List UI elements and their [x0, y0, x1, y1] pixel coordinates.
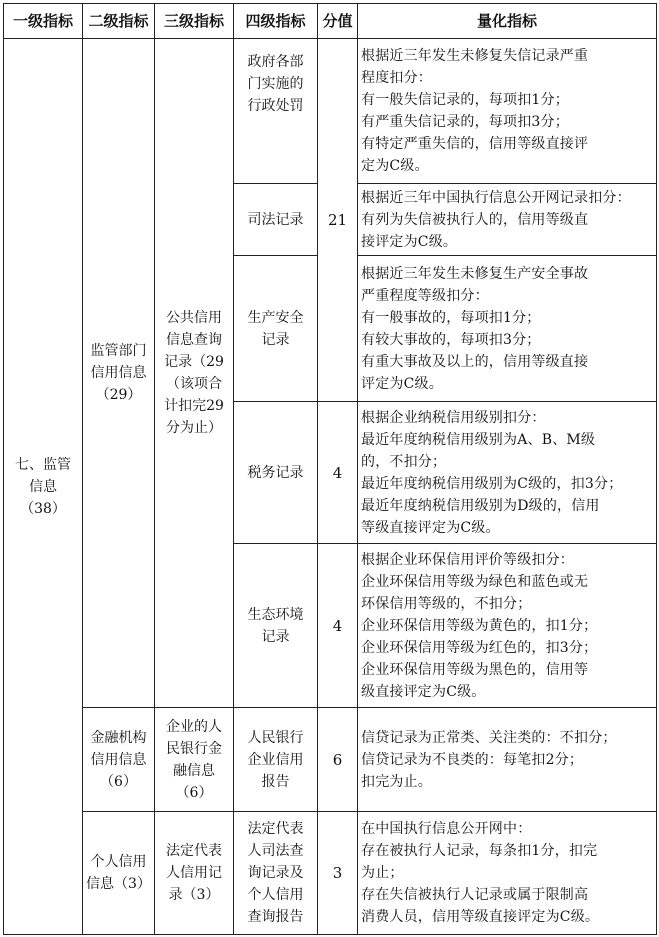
level2-financial: 金融机构 信用信息 （6） — [83, 708, 155, 812]
level1-cell: 七、监管 信息 （38） — [4, 39, 83, 935]
quantification-cell: 根据企业环保信用评价等级扣分： 企业环保信用等级为绿色和蓝色或无 环保信用等级的，不扣分； 企业环保信用等级为黄色的，扣1分； 企业环保信用等级为红色的，扣3分； 企业环保信用等级为黑色的，信用等 级直接评定为C级。 — [358, 544, 657, 708]
quantification-cell: 根据近三年发生未修复失信记录严重 程度扣分： 有一般失信记录的，每项扣1分； 有严重失信记录的，每项扣3分； 有特定严重失信的，信用等级直接评 定为C级。 — [358, 39, 657, 184]
header-level4: 四级指标 — [234, 4, 318, 39]
quantification-cell: 在中国执行信息公开网中： 存在被执行人记录，每条扣1分，扣完 为止； 存在失信被执行人记录或属于限制高 消费人员，信用等级直接评定为C级。 — [358, 812, 657, 935]
table-header-row — [4, 4, 657, 39]
header-score: 分值 — [318, 4, 358, 39]
level3-personal: 法定代表 人信用记 录（3） — [155, 812, 234, 935]
level4-cell: 税务记录 — [234, 402, 318, 544]
level3-financial: 企业的人 民银行金 融信息 （6） — [155, 708, 234, 812]
score-cell: 4 — [318, 544, 358, 708]
quantification-cell: 根据近三年发生未修复生产安全事故 严重程度等级扣分： 有一般事故的，每项扣1分； 有较大事故的，每项扣3分； 有重大事故及以上的，信用等级直接 评定为C级。 — [358, 256, 657, 402]
level2-regulatory: 监管部门 信用信息 （29） — [83, 39, 155, 708]
table-row — [4, 39, 657, 184]
level4-cell: 法定代表 人司法查 询记录及 个人信用 查询报告 — [234, 812, 318, 935]
header-level2: 二级指标 — [83, 4, 155, 39]
header-level1: 一级指标 — [4, 4, 83, 39]
indicator-table — [3, 3, 657, 935]
level2-personal: 个人信用 信息（3） — [83, 812, 155, 935]
table-row — [4, 708, 657, 812]
quantification-cell: 信贷记录为正常类、关注类的：不扣分； 信贷记录为不良类的：每笔扣2分； 扣完为止。 — [358, 708, 657, 812]
quantification-cell: 根据近三年中国执行信息公开网记录扣分： 有列为失信被执行人的，信用等级直 接评定为C级。 — [358, 184, 657, 256]
level4-cell: 人民银行 企业信用 报告 — [234, 708, 318, 812]
level4-cell: 司法记录 — [234, 184, 318, 256]
header-quantification: 量化指标 — [358, 4, 657, 39]
level4-cell: 生产安全 记录 — [234, 256, 318, 402]
score-cell: 4 — [318, 402, 358, 544]
score-cell: 6 — [318, 708, 358, 812]
level3-regulatory: 公共信用 信息查询 记录（29 （该项合 计扣完29 分为止） — [155, 39, 234, 708]
header-level3: 三级指标 — [155, 4, 234, 39]
table-row — [4, 812, 657, 935]
score-cell: 3 — [318, 812, 358, 935]
quantification-cell: 根据企业纳税信用级别扣分： 最近年度纳税信用级别为A、B、M级 的，不扣分； 最近年度纳税信用级别为C级的，扣3分； 最近年度纳税信用级别为D级的，信用 等级直接评定为C级。 — [358, 402, 657, 544]
score-cell: 21 — [318, 39, 358, 402]
level4-cell: 政府各部 门实施的 行政处罚 — [234, 39, 318, 184]
level4-cell: 生态环境 记录 — [234, 544, 318, 708]
